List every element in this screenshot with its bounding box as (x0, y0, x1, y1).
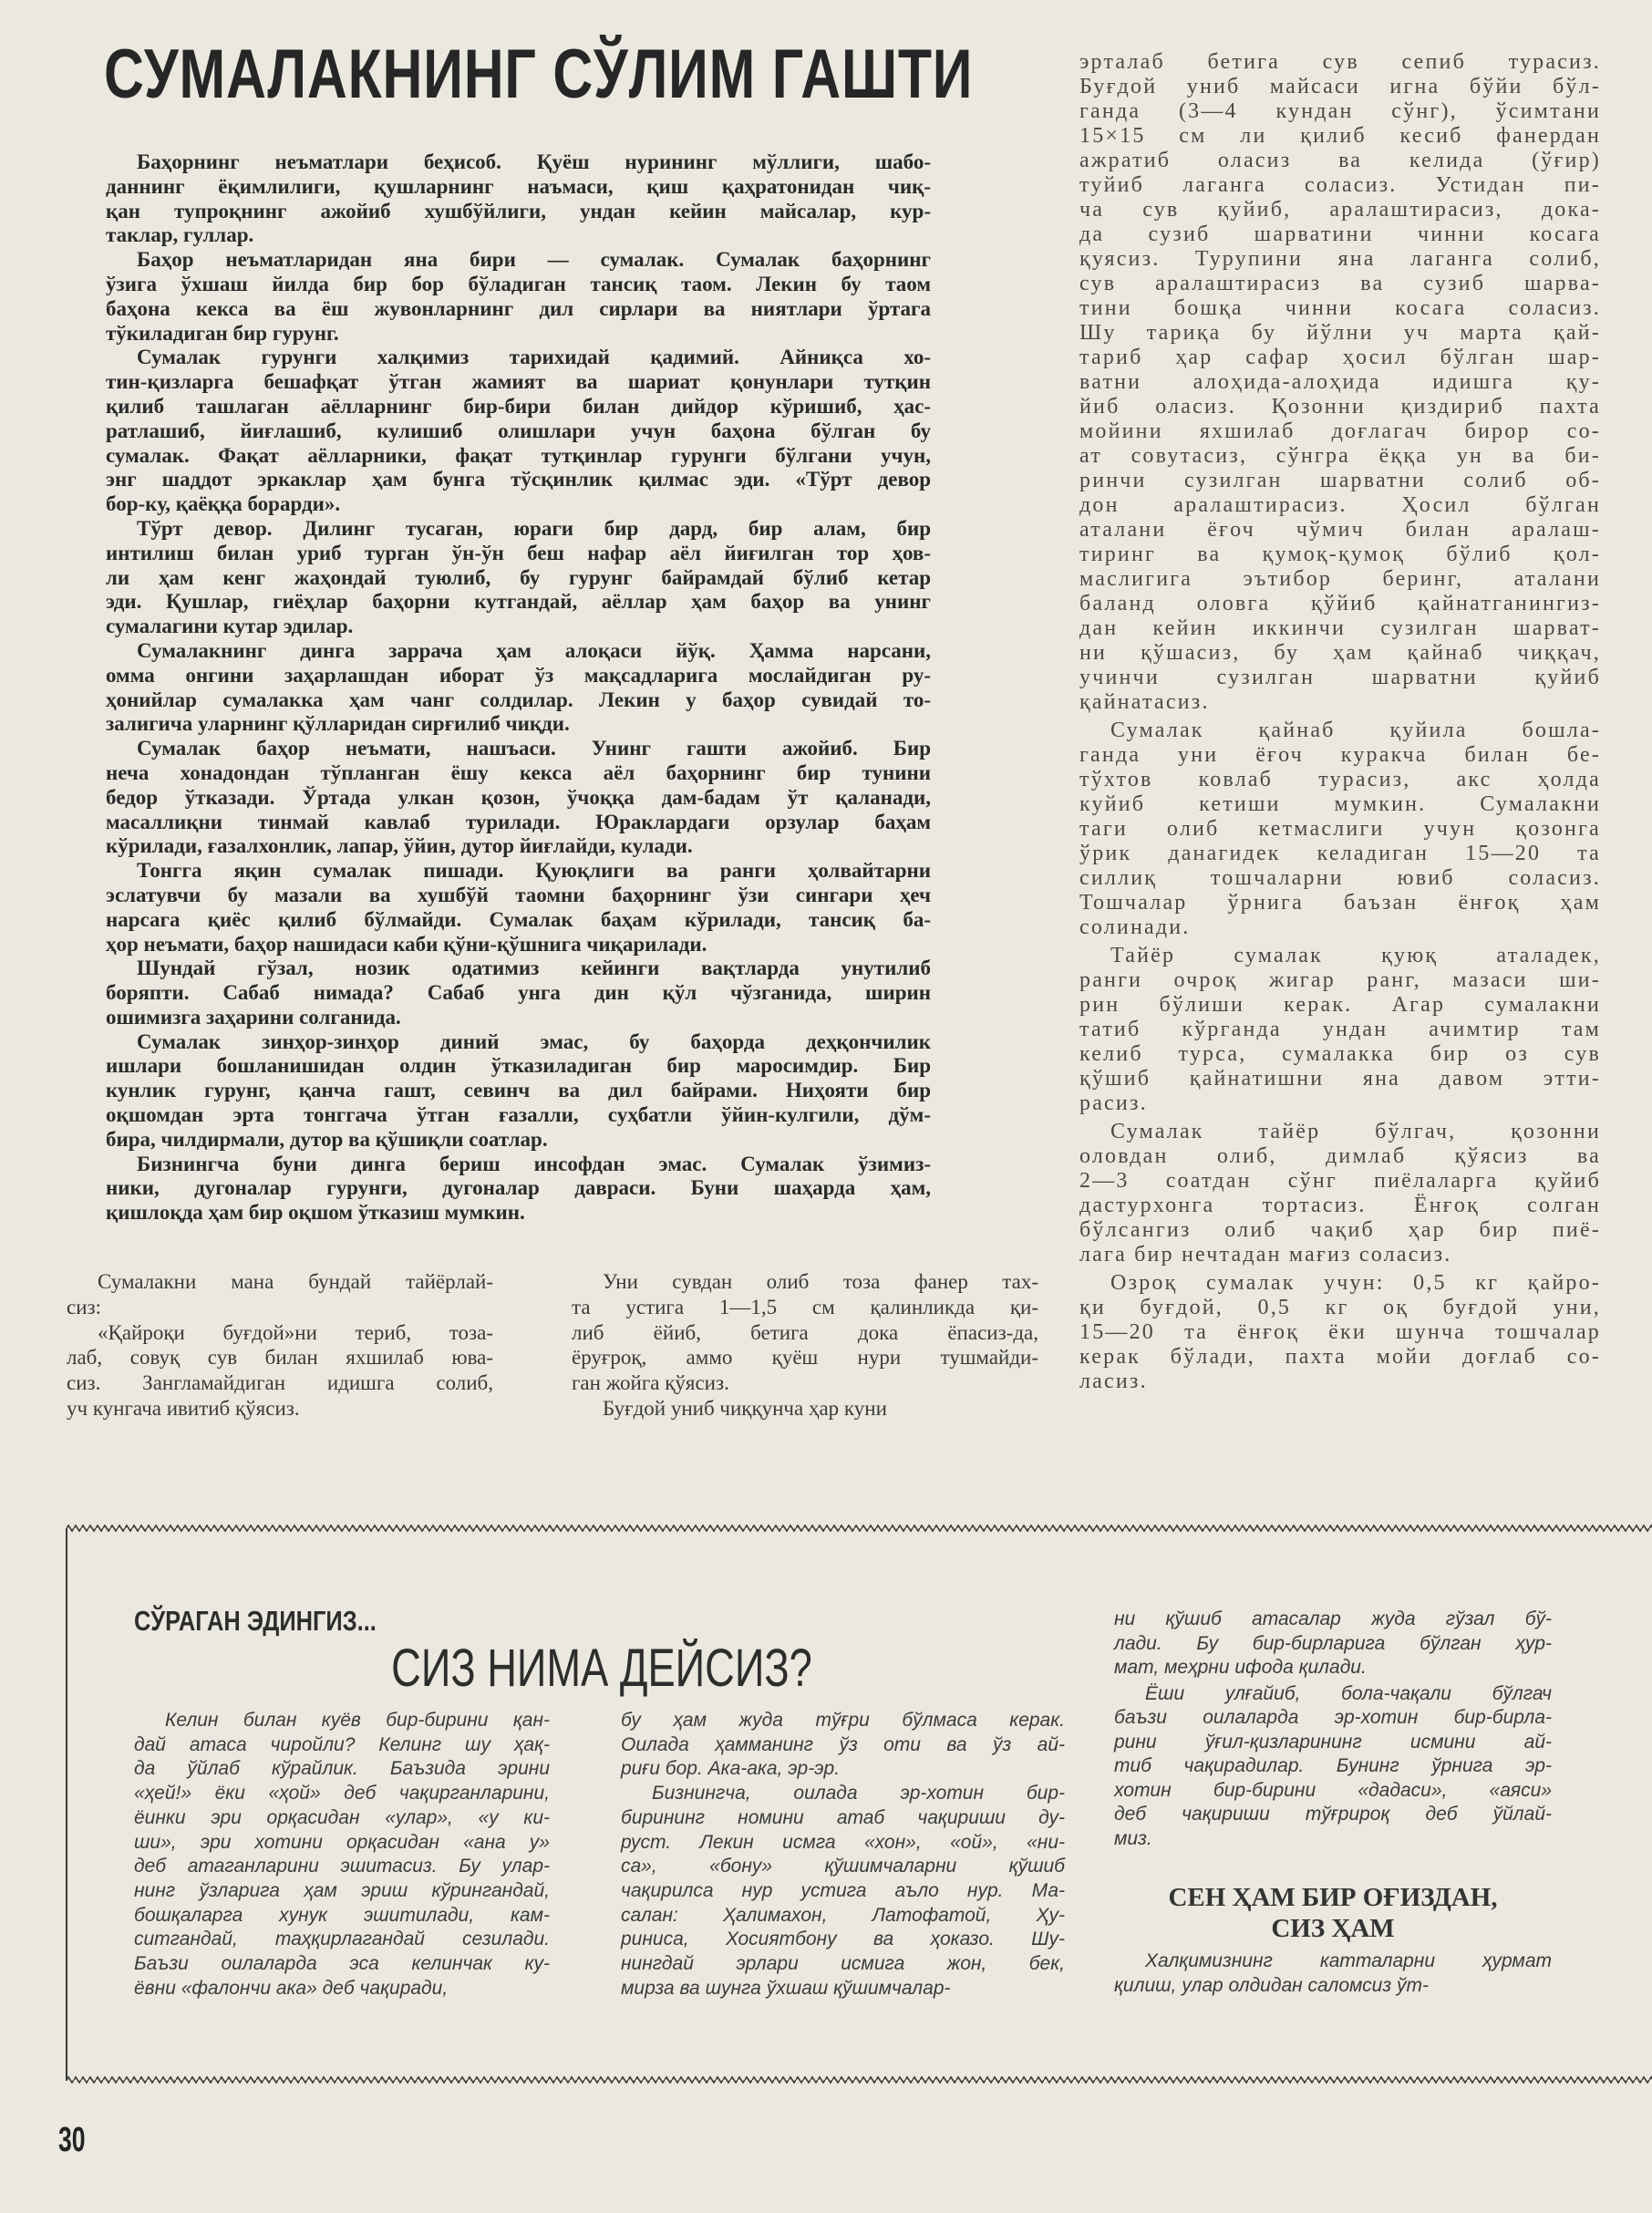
paragraph (106, 1030, 931, 1153)
text-line: силлиқ тошчаларни ювиб соласиз. (1079, 866, 1601, 890)
recipe-column-1 (67, 1269, 493, 1422)
text-line: ча сув қуйиб, аралаштирасиз, дока- (1079, 198, 1601, 222)
text-line: сиз. Зангламайдиган идишга солиб, (67, 1371, 493, 1395)
text-line: ринчи сузилган шарватни солиб об- (1079, 469, 1601, 492)
text-line: бирининг номини атаб чақириши ду- (621, 1806, 1065, 1828)
box-column-1 (134, 1709, 550, 2001)
text-line: нарсага қиёс қилиб бўлмайди. Сумалак баҳам кўрилади, тансиқ ба- (106, 907, 931, 931)
text-line: сумалагини кутар эдилар. (106, 615, 354, 638)
recipe-column-right (1079, 50, 1601, 1398)
text-line: таклар, гуллар. (106, 223, 254, 247)
text-line: деб атаганларини эшитасиз. Бу улар- (134, 1856, 550, 1877)
wavy-rule-bottom (67, 2075, 1652, 2084)
text-line: Сумалак тайёр бўлгач, қозонни (1110, 1120, 1601, 1143)
text-line: аталани ёғоч чўмич билан аралаш- (1079, 518, 1601, 542)
text-line: та устига 1—1,5 см қалинликда қи- (572, 1295, 1038, 1318)
text-line: омма онгини заҳарлашдан иборат ўз мақсадларига мослайдиган ру- (106, 663, 931, 687)
text-line: ўрик данагидек келадиган 15—20 та (1079, 842, 1601, 865)
paragraph (134, 1709, 550, 2001)
text-line: ганда уни ёғоч куракча билан бе- (1079, 743, 1601, 767)
box-column-3 (1114, 1608, 1552, 1853)
text-line: Буғдой униб майсаси игна бўйи бўл- (1079, 75, 1601, 98)
article-body (106, 150, 931, 1225)
box-kicker: СЎРАГАН ЭДИНГИЗ... (134, 1605, 377, 1637)
text-line: дай атаса чиройли? Келинг шу ҳақ- (134, 1733, 550, 1755)
text-line: миз. (1114, 1827, 1152, 1849)
text-line: нинг ўзларига ҳам эриш кўрингандай, (134, 1879, 550, 1901)
text-line: қи буғдой, 0,5 кг оқ буғдой уни, (1079, 1296, 1601, 1319)
text-line: ишлари бошланишидан олдин ўтказиладиган бир маросимдир. Бир (106, 1054, 931, 1078)
paragraph (106, 957, 931, 1029)
text-line: рин бўлиши керак. Агар сумалакни (1079, 993, 1601, 1017)
text-line: дастурхонга тортасиз. Ёнғоқ солган (1079, 1194, 1601, 1217)
text-line: баъзи оилаларда эр-хотин бир-бирла- (1114, 1707, 1552, 1728)
text-line: 15—20 та ёнғоқ ёки шунча тошчалар (1079, 1320, 1601, 1344)
text-line: келиб турса, сумалакка бир оз сув (1079, 1042, 1601, 1066)
text-line: тиб чақирадилар. Бунинг ўрнига эр- (1114, 1755, 1552, 1776)
paragraph (572, 1396, 1038, 1422)
text-line: баланд оловга қўйиб қайнатганингиз- (1079, 592, 1601, 615)
text-line: дон аралаштирасиз. Ҳосил бўлган (1079, 493, 1601, 517)
text-line: солинади. (1079, 915, 1191, 939)
text-line: Тўрт девор. Дилинг тусаган, юраги бир дард, бир алам, бир (137, 516, 931, 540)
text-line: керак бўлади, пахта мойи доғлаб со- (1079, 1345, 1601, 1369)
text-line: эслатувчи бу мазали ва хушбўй таомни баҳорнинг ўзи сингари ҳеч (106, 883, 931, 906)
wavy-rule-top (67, 1524, 1652, 1533)
text-line: са», «бону» қўшимчаларни қўшиб (621, 1856, 1065, 1877)
text-line: 2—3 соатдан сўнг пиёлаларга қуйиб (1079, 1169, 1601, 1193)
paragraph (572, 1269, 1038, 1396)
text-line: «ҳей!» ёки «ҳой» деб чақирганларини, (134, 1783, 550, 1805)
text-line: ситгандай, таҳқирлагандай сезилади. (134, 1929, 550, 1950)
text-line: риниса, Хосиятбону ва ҳоказо. Шу- (621, 1929, 1065, 1950)
text-line: бедор ўтказади. Ўртада улкан қозон, ўчоққа дам-бадам ўт қаланади, (106, 785, 931, 809)
text-line: кўрилади, ғазалхонлик, лапар, ўйин, дутор йиғлайди, кулади. (106, 834, 693, 858)
paragraph (106, 248, 931, 346)
text-line: рини ўғил-қизларининг исмини ай- (1114, 1731, 1552, 1753)
paragraph (1079, 1120, 1601, 1267)
box-subheading (1114, 1882, 1552, 1944)
text-line: ганда (3—4 кундан сўнг), ўсимтани (1079, 99, 1601, 123)
text-line: Буғдой униб чиққунча ҳар куни (603, 1396, 887, 1420)
text-line: қилиш, улар олдидан саломсиз ўт- (1114, 1974, 1429, 1996)
text-line: тўхтов ковлаб турасиз, акс ҳолда (1079, 768, 1601, 791)
text-line: ҳонийлар сумалакка ҳам чанг солдилар. Лекин у баҳор сувидай то- (106, 688, 931, 711)
paragraph (1079, 1271, 1601, 1394)
text-line: тариб ҳар сафар ҳосил бўлган шар- (1079, 346, 1601, 369)
text-line: Шу тариқа бу йўлни уч марта қай- (1079, 321, 1601, 345)
text-line: ошимизга заҳарини солганида. (106, 1005, 401, 1029)
text-line: ши», эри хотини орқасидан «ана у» (134, 1831, 550, 1853)
text-line: Сумалакни мана бундай тайёрлай- (98, 1270, 493, 1293)
text-line: Тайёр сумалак қуюқ аталадек, (1110, 944, 1601, 967)
text-line: Баҳор неъматларидан яна бири — сумалак. Сумалак баҳорнинг (137, 248, 931, 272)
text-line: ни қўшиб атасалар жуда гўзал бў- (1114, 1608, 1552, 1629)
text-line: нингдай эрлари исмига жон, бек, (621, 1953, 1065, 1975)
paragraph (106, 1153, 931, 1225)
text-line: Оилада ҳамманинг ўз оти ва ўз ай- (621, 1733, 1065, 1755)
text-line: қилиб ташлаган аёлларнинг бир-бири билан дийдор кўришиб, ҳас- (106, 394, 931, 418)
paragraph (106, 737, 931, 859)
text-line: ватни алоҳида-алоҳида идишга қу- (1079, 370, 1601, 394)
paragraph (106, 150, 931, 248)
text-line: Тонгга яқин сумалак пишади. Қуюқлиги ва ранги ҳолвайтарни (137, 859, 931, 883)
text-line: Озроқ сумалак учун: 0,5 кг қайро- (1110, 1271, 1601, 1295)
text-line: бу ҳам жуда тўғри бўлмаса керак. (621, 1710, 1065, 1731)
paragraph (67, 1269, 493, 1320)
text-line: тини бошқа чинни косага соласиз. (1079, 296, 1601, 320)
text-line: ажратиб оласиз ва келида (ўғир) (1079, 149, 1601, 172)
text-line: салан: Ҳалимахон, Латофатой, Ҳу- (621, 1904, 1065, 1926)
text-line: Сумалак зинҳор-зинҳор диний эмас, бу баҳорда деҳқончилик (137, 1029, 931, 1053)
text-line: эрталаб бетига сув сепиб турасиз. (1079, 50, 1601, 74)
text-line: сув аралаштирасиз ва сузиб шарва- (1079, 272, 1601, 295)
paragraph (621, 1709, 1065, 1782)
text-line: қайнатасиз. (1079, 690, 1210, 714)
text-line: ёинки эри орқасидан «улар», «у ки- (134, 1806, 550, 1828)
text-line: интилиш билан уриб турган ўн-ўн беш нафар аёл йиғилган тор ҳов- (106, 541, 931, 564)
text-line: ган жойга қўясиз. (572, 1371, 729, 1395)
text-line: даннинг ёқимлилиги, қушларнинг наъмаси, қиш қаҳратонидан чиқ- (106, 174, 931, 198)
text-line: бўлсангиз олиб чақиб ҳар бир пиё- (1079, 1218, 1601, 1242)
text-line: мирза ва шунга ўхшаш қўшимчалар- (621, 1977, 951, 1999)
text-line: маслигига эътибор беринг, аталани (1079, 567, 1601, 591)
text-line: тўкиладиган бир гурунг. (106, 321, 339, 345)
text-line: қишлоқда ҳам бир оқшом ўтказиш мумкин. (106, 1201, 525, 1225)
text-line: залигича уларнинг қўлларидан сирғилиб чиқди. (106, 712, 570, 736)
text-line: Уни сувдан олиб тоза фанер тах- (603, 1270, 1038, 1293)
text-line: кунлик гурунг, қанча гашт, севинч ва дил байрами. Ниҳояти бир (106, 1079, 931, 1102)
recipe-column-2 (572, 1269, 1038, 1422)
text-line: сумалак. Фақат аёлларники, фақат тутқинлар гурунги бўлгани учун, (106, 443, 931, 467)
subheading-line-1: СЕН ҲАМ БИР ОҒИЗДАН, (1168, 1883, 1498, 1912)
text-line: да сузиб шарватини чинни косага (1079, 222, 1601, 246)
text-line: хотин бир-бирини «дадаси», «аяси» (1114, 1779, 1552, 1801)
text-line: лади. Бу бир-бирларига бўлган ҳур- (1114, 1632, 1552, 1654)
paragraph (1114, 1949, 1552, 1998)
text-line: лага бир нечтадан мағиз соласиз. (1079, 1243, 1452, 1267)
text-line: туйиб лаганга соласиз. Устидан пи- (1079, 173, 1601, 197)
paragraph (1079, 944, 1601, 1116)
text-line: қан тупроқнинг ажойиб хушбўйлиги, ундан кейин майсалар, кур- (106, 199, 931, 222)
text-line: масаллиқни тинмай кавлаб турилади. Юраклардаги орзулар баҳам (106, 810, 931, 833)
text-line: либ ёйиб, бетига дока ёпасиз-да, (572, 1320, 1038, 1344)
text-line: Шундай гўзал, нозик одатимиз кейинги вақтларда унутилиб (137, 957, 931, 980)
text-line: қўшиб қайнатишни яна давом этти- (1079, 1067, 1601, 1091)
text-line: таги олиб кетмаслиги учун қозонга (1079, 817, 1601, 841)
text-line: Баъзи оилаларда эса келинчак ку- (134, 1953, 550, 1975)
text-line: куйиб кетиши мумкин. Сумалакни (1079, 792, 1601, 816)
text-line: йиб оласиз. Қозонни қиздириб пахта (1079, 395, 1601, 419)
text-line: руст. Лекин исмга «хон», «ой», «ни- (621, 1831, 1065, 1853)
text-line: чақирилса нур устига аъло нур. Ма- (621, 1879, 1065, 1901)
paragraph (1114, 1608, 1552, 1680)
text-line: ники, дугоналар гурунги, дугоналар давраси. Буни шаҳарда ҳам, (106, 1176, 931, 1200)
text-line: оқшомдан эрта тонггача ўтган ғазалли, суҳбатли ўйин-кулгили, дўм- (106, 1103, 931, 1127)
text-line: Баҳорнинг неъматлари беҳисоб. Қуёш нурининг мўллиги, шабо- (137, 150, 931, 173)
text-line: бор-ку, қаёққа борарди». (106, 492, 341, 516)
text-line: Бизнингча, оилада эр-хотин бир- (652, 1783, 1065, 1805)
text-line: учинчи сузилган шарватни қуйиб (1079, 666, 1601, 689)
text-line: 15×15 см ли қилиб кесиб фанердан (1079, 124, 1601, 148)
text-line: мат, меҳрни ифода қилади. (1114, 1657, 1367, 1678)
text-line: тин-қизларга бешафқат ўтган жамият ва шариат қонунлари тутқин (106, 370, 931, 394)
text-line: тиринг ва қумоқ-қумоқ бўлиб қол- (1079, 543, 1601, 566)
text-line: бира, чилдирмали, дутор ва қўшиқли соатлар. (106, 1127, 548, 1151)
text-line: ранги очроқ жигар ранг, мазаси ши- (1079, 968, 1601, 992)
text-line: «Қайроқи буғдой»ни териб, тоза- (98, 1320, 493, 1344)
text-line: баҳона кекса ва ёш жувонларнинг дил сирлари ва ниятлари ўртага (106, 296, 931, 320)
text-line: Бизнингча буни динга бериш инсофдан эмас. Сумалак ўзимиз- (137, 1152, 931, 1175)
text-line: ратлашиб, йиғлашиб, кулишиб олишлари учун баҳона бўлган бу (106, 419, 931, 442)
paragraph (1079, 719, 1601, 940)
text-line: ўзига ўхшаш йилда бир бор бўладиган тансиқ таом. Лекин бу таом (106, 272, 931, 295)
text-line: боряпти. Сабаб нимада? Сабаб унга дин қўл чўзганида, ширин (106, 981, 931, 1005)
box-column-2 (621, 1709, 1065, 2001)
paragraph (621, 1782, 1065, 2001)
text-line: қуясиз. Турупини яна лаганга солиб, (1079, 247, 1601, 271)
box-title: СИЗ НИМА ДЕЙСИЗ? (391, 1639, 812, 1698)
text-line: мойини яхшилаб доғлагач бирор со- (1079, 419, 1601, 443)
text-line: Халқимизнинг катталарни ҳурмат (1145, 1950, 1552, 1971)
paragraph (67, 1320, 493, 1422)
paragraph (1079, 50, 1601, 715)
text-line: ёруғроқ, аммо қуёш нури тушмайди- (572, 1346, 1038, 1370)
paragraph (106, 517, 931, 639)
paragraph (106, 859, 931, 957)
text-line: деб чақириши тўғрироқ деб ўйлай- (1114, 1804, 1552, 1825)
paragraph (106, 346, 931, 517)
text-line: Келин билан куёв бир-бирини қан- (165, 1710, 550, 1731)
subheading-line-2: СИЗ ҲАМ (1271, 1914, 1395, 1943)
text-line: ат совутасиз, сўнгра ёққа ун ва би- (1079, 444, 1601, 468)
text-line: да ўйлаб кўрайлик. Баъзида эрини (134, 1758, 550, 1780)
text-line: неча хонадондан тўпланган ёшу кекса аёл баҳорнинг бир тунини (106, 760, 931, 784)
text-line: Сумалак баҳор неъмати, нашъаси. Унинг гашти ажойиб. Бир (137, 737, 931, 760)
text-line: ни қўшасиз, бу ҳам қайнаб чиққач, (1079, 641, 1601, 665)
article-title: СУМАЛАКНИНГ СЎЛИМ ГАШТИ (104, 36, 974, 113)
text-line: Ёши улғайиб, бола-чақали бўлгач (1145, 1682, 1552, 1704)
text-line: ёвни «фалончи ака» деб чақиради, (134, 1977, 449, 1999)
paragraph (106, 639, 931, 737)
text-line: татиб кўрганда ундан ачимтир там (1079, 1018, 1601, 1041)
paragraph (1114, 1682, 1552, 1852)
text-line: ли ҳам кенг жаҳондай туюлиб, бу гурунг байрамдай бўлиб кетар (106, 565, 931, 589)
text-line: Тошчалар ўрнига баъзан ёнғоқ ҳам (1079, 891, 1601, 915)
text-line: Сумалак қайнаб қуйила бошла- (1110, 719, 1601, 742)
text-line: Сумалакнинг динга заррача ҳам алоқаси йўқ. Ҳамма нарсани, (137, 638, 931, 662)
text-line: бошқаларга хунук эшитилади, кам- (134, 1904, 550, 1926)
text-line: лаб, совуқ сув билан яхшилаб юва- (67, 1346, 493, 1370)
page-number: 30 (58, 2121, 86, 2159)
box-left-border (66, 1528, 67, 2081)
text-line: расиз. (1079, 1091, 1148, 1115)
box-column-3-tail (1114, 1949, 1552, 1998)
text-line: ҳор неъмати, баҳор нашидаси каби қўни-қўшнига чиқарилади. (106, 932, 707, 956)
text-line: ласиз. (1079, 1370, 1148, 1393)
text-line: сиз: (67, 1295, 101, 1318)
text-line: уч кунгача ивитиб қўясиз. (67, 1396, 300, 1420)
text-line: риғи бор. Ака-ака, эр-эр. (621, 1758, 841, 1780)
text-line: эди. Қушлар, гиёҳлар баҳорни кутгандай, аёллар ҳам баҳор ва унинг (106, 590, 931, 614)
text-line: дан кейин иккинчи сузилган шарват- (1079, 616, 1601, 640)
text-line: оловдан олиб, димлаб қўясиз ва (1079, 1144, 1601, 1168)
text-line: энг шаддот эркаклар ҳам бунга тўсқинлик қилмас эди. «Тўрт девор (106, 468, 931, 491)
text-line: Сумалак гурунги халқимиз тарихидай қадимий. Айниқса хо- (137, 346, 931, 369)
